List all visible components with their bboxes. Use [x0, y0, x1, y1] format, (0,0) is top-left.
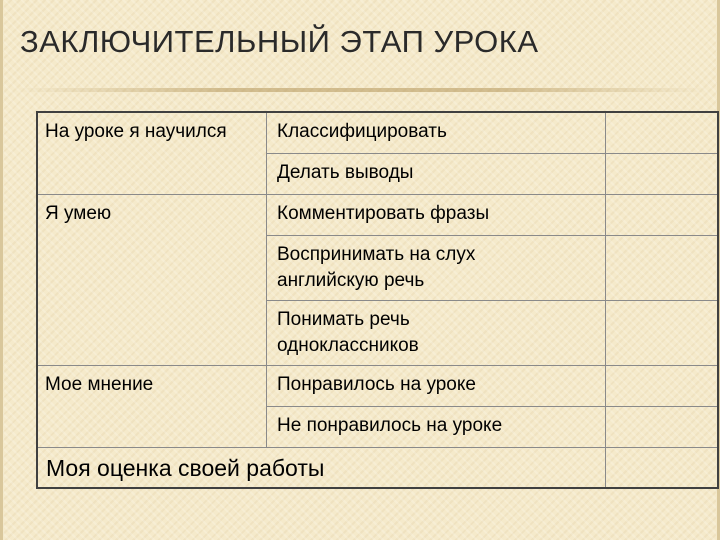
cell-opinion: Мое мнение [37, 365, 267, 447]
cell-conclusions: Делать выводы [267, 153, 606, 194]
empty-cell [606, 153, 719, 194]
empty-cell [606, 300, 719, 365]
title-divider [14, 88, 708, 92]
cell-understand-line1: Понимать речь [277, 308, 410, 330]
cell-understand-line2: одноклассников [277, 334, 419, 356]
empty-cell [606, 447, 719, 488]
cell-listening-line1: Воспринимать на слух [277, 243, 476, 265]
cell-comment: Комментировать фразы [267, 194, 606, 235]
cell-listening-line2: английскую речь [277, 269, 425, 291]
empty-cell [606, 235, 719, 300]
lesson-summary-table [36, 111, 719, 489]
table-row [37, 194, 718, 235]
table-row [37, 447, 718, 488]
table-row [37, 365, 718, 406]
cell-disliked: Не понравилось на уроке [267, 406, 606, 447]
table-row [37, 112, 718, 153]
cell-learned-text: На уроке я научился [45, 121, 227, 142]
slide-frame-left [0, 0, 3, 540]
empty-cell [606, 112, 719, 153]
cell-can: Я умею [37, 194, 267, 365]
cell-listening [267, 235, 606, 300]
cell-self-assessment: Моя оценка своей работы [37, 447, 606, 488]
slide-title: ЗАКЛЮЧИТЕЛЬНЫЙ ЭТАП УРОКА [20, 24, 539, 59]
empty-cell [606, 194, 719, 235]
empty-cell [606, 365, 719, 406]
cell-liked: Понравилось на уроке [267, 365, 606, 406]
cell-understand [267, 300, 606, 365]
empty-cell [606, 406, 719, 447]
cell-classify: Классифицировать [267, 112, 606, 153]
cell-learned [37, 112, 267, 194]
